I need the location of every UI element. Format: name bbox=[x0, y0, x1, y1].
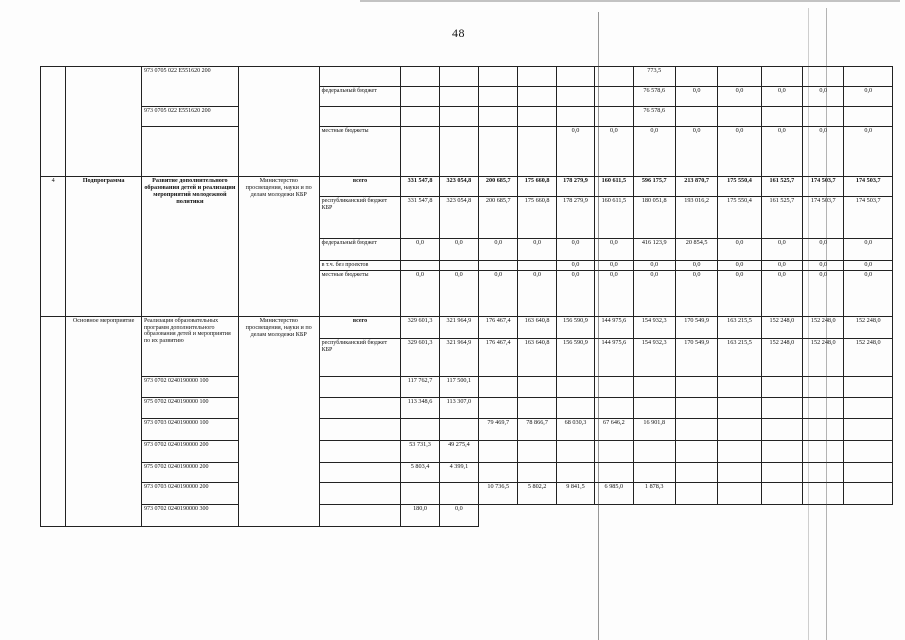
value-cell: 0,0 bbox=[401, 271, 439, 317]
value-cell: 0,0 bbox=[633, 261, 675, 271]
value-cell: 596 175,7 bbox=[633, 177, 675, 197]
value-cell bbox=[675, 419, 717, 441]
value-cell bbox=[518, 67, 556, 87]
value-cell bbox=[633, 505, 675, 527]
value-cell bbox=[844, 67, 893, 87]
table-row bbox=[41, 463, 893, 483]
value-cell: 117 500,1 bbox=[439, 377, 478, 398]
value-cell bbox=[518, 441, 556, 463]
source-cell: местные бюджеты bbox=[319, 271, 401, 317]
value-cell: 152 248,0 bbox=[844, 339, 893, 377]
table-row bbox=[41, 107, 893, 127]
source-cell bbox=[319, 483, 401, 505]
value-cell: 0,0 bbox=[595, 127, 633, 177]
source-cell bbox=[319, 107, 401, 127]
value-cell: 5 802,2 bbox=[518, 483, 556, 505]
value-cell: 152 248,0 bbox=[803, 339, 844, 377]
value-cell: 5 803,4 bbox=[401, 463, 439, 483]
table-row bbox=[41, 67, 893, 87]
scan-fold-line bbox=[826, 8, 827, 640]
value-cell bbox=[556, 107, 594, 127]
value-cell: 174 503,7 bbox=[803, 177, 844, 197]
value-cell: 773,5 bbox=[633, 67, 675, 87]
value-cell bbox=[595, 87, 633, 107]
value-cell bbox=[633, 441, 675, 463]
value-cell: 416 123,9 bbox=[633, 239, 675, 261]
number-cell bbox=[41, 317, 66, 527]
value-cell: 175 660,8 bbox=[518, 197, 556, 239]
value-cell bbox=[718, 483, 761, 505]
code-cell: 973 0705 022 E551620 200 bbox=[141, 67, 238, 107]
code-cell bbox=[141, 127, 238, 177]
value-cell: 193 016,2 bbox=[675, 197, 717, 239]
value-cell bbox=[595, 67, 633, 87]
value-cell: 156 590,9 bbox=[556, 317, 594, 339]
table-row bbox=[41, 127, 893, 177]
number-cell bbox=[41, 67, 66, 177]
value-cell: 170 549,9 bbox=[675, 317, 717, 339]
value-cell bbox=[761, 67, 802, 87]
value-cell: 0,0 bbox=[556, 127, 594, 177]
value-cell bbox=[675, 377, 717, 398]
value-cell bbox=[718, 505, 761, 527]
executor-cell: Министерство просвещения, науки и по делам молодежи КБР bbox=[238, 177, 319, 317]
value-cell bbox=[439, 87, 478, 107]
value-cell: 163 640,8 bbox=[518, 317, 556, 339]
source-cell: всего bbox=[319, 317, 401, 339]
value-cell: 9 841,5 bbox=[556, 483, 594, 505]
value-cell bbox=[844, 377, 893, 398]
type-cell bbox=[66, 67, 142, 177]
value-cell bbox=[675, 398, 717, 419]
value-cell: 161 525,7 bbox=[761, 177, 802, 197]
value-cell: 0,0 bbox=[844, 261, 893, 271]
value-cell: 175 550,4 bbox=[718, 177, 761, 197]
table-row bbox=[41, 419, 893, 441]
source-cell bbox=[319, 67, 401, 87]
value-cell bbox=[633, 377, 675, 398]
value-cell bbox=[844, 107, 893, 127]
value-cell bbox=[595, 398, 633, 419]
value-cell bbox=[479, 398, 518, 419]
value-cell: 0,0 bbox=[479, 239, 518, 261]
value-cell bbox=[479, 107, 518, 127]
value-cell: 329 601,3 bbox=[401, 317, 439, 339]
value-cell: 0,0 bbox=[844, 271, 893, 317]
value-cell: 0,0 bbox=[633, 127, 675, 177]
value-cell bbox=[595, 377, 633, 398]
value-cell bbox=[479, 261, 518, 271]
value-cell bbox=[439, 261, 478, 271]
value-cell: 163 215,5 bbox=[718, 317, 761, 339]
value-cell: 0,0 bbox=[761, 127, 802, 177]
value-cell: 0,0 bbox=[595, 239, 633, 261]
value-cell bbox=[675, 505, 717, 527]
value-cell bbox=[401, 107, 439, 127]
value-cell: 16 901,8 bbox=[633, 419, 675, 441]
value-cell: 331 547,8 bbox=[401, 177, 439, 197]
value-cell bbox=[439, 127, 478, 177]
value-cell: 0,0 bbox=[439, 271, 478, 317]
value-cell: 0,0 bbox=[803, 239, 844, 261]
value-cell: 156 590,9 bbox=[556, 339, 594, 377]
table-row bbox=[41, 505, 893, 527]
value-cell bbox=[675, 67, 717, 87]
value-cell: 6 985,0 bbox=[595, 483, 633, 505]
value-cell: 76 578,6 bbox=[633, 107, 675, 127]
value-cell: 53 731,3 bbox=[401, 441, 439, 463]
value-cell bbox=[718, 441, 761, 463]
value-cell: 0,0 bbox=[803, 87, 844, 107]
value-cell: 0,0 bbox=[439, 505, 478, 527]
value-cell: 0,0 bbox=[633, 271, 675, 317]
value-cell: 0,0 bbox=[556, 239, 594, 261]
scan-fold-line bbox=[598, 12, 599, 640]
value-cell: 176 467,4 bbox=[479, 339, 518, 377]
value-cell bbox=[844, 505, 893, 527]
source-cell: всего bbox=[319, 177, 401, 197]
source-cell bbox=[319, 441, 401, 463]
executor-cell: Министерство просвещения, науки и по делам молодежи КБР bbox=[238, 317, 319, 527]
value-cell bbox=[439, 419, 478, 441]
value-cell bbox=[844, 483, 893, 505]
value-cell: 0,0 bbox=[718, 239, 761, 261]
value-cell bbox=[556, 398, 594, 419]
value-cell: 0,0 bbox=[556, 271, 594, 317]
code-cell: 973 0702 0240190000 300 bbox=[141, 505, 238, 527]
value-cell: 321 964,9 bbox=[439, 339, 478, 377]
value-cell: 180 051,8 bbox=[633, 197, 675, 239]
code-cell: 973 0703 0240190000 100 bbox=[141, 419, 238, 441]
value-cell: 152 248,0 bbox=[761, 339, 802, 377]
code-cell: 973 0703 0240190000 200 bbox=[141, 483, 238, 505]
value-cell bbox=[518, 261, 556, 271]
value-cell bbox=[675, 107, 717, 127]
source-cell: республиканский бюджет КБР bbox=[319, 197, 401, 239]
value-cell bbox=[401, 261, 439, 271]
value-cell bbox=[595, 505, 633, 527]
value-cell: 161 525,7 bbox=[761, 197, 802, 239]
value-cell bbox=[844, 398, 893, 419]
value-cell bbox=[718, 463, 761, 483]
value-cell: 174 503,7 bbox=[844, 177, 893, 197]
value-cell bbox=[761, 463, 802, 483]
value-cell bbox=[556, 87, 594, 107]
value-cell bbox=[439, 107, 478, 127]
value-cell bbox=[675, 441, 717, 463]
source-cell bbox=[319, 377, 401, 398]
value-cell: 152 248,0 bbox=[844, 317, 893, 339]
value-cell: 0,0 bbox=[401, 239, 439, 261]
source-cell bbox=[319, 505, 401, 527]
value-cell bbox=[479, 377, 518, 398]
value-cell: 144 975,6 bbox=[595, 317, 633, 339]
value-cell: 4 399,1 bbox=[439, 463, 478, 483]
value-cell bbox=[518, 127, 556, 177]
value-cell bbox=[844, 463, 893, 483]
value-cell: 0,0 bbox=[803, 127, 844, 177]
value-cell bbox=[401, 67, 439, 87]
source-cell bbox=[319, 463, 401, 483]
value-cell: 49 275,4 bbox=[439, 441, 478, 463]
source-cell bbox=[319, 398, 401, 419]
value-cell bbox=[518, 87, 556, 107]
value-cell: 0,0 bbox=[761, 271, 802, 317]
value-cell: 331 547,8 bbox=[401, 197, 439, 239]
type-cell: Подпрограмма bbox=[66, 177, 142, 317]
value-cell bbox=[844, 441, 893, 463]
value-cell: 163 640,8 bbox=[518, 339, 556, 377]
value-cell bbox=[518, 398, 556, 419]
value-cell: 163 215,5 bbox=[718, 339, 761, 377]
table-row bbox=[41, 441, 893, 463]
table-row bbox=[41, 377, 893, 398]
value-cell: 0,0 bbox=[844, 239, 893, 261]
value-cell bbox=[556, 463, 594, 483]
value-cell: 152 248,0 bbox=[803, 317, 844, 339]
value-cell: 154 932,3 bbox=[633, 317, 675, 339]
code-cell: 975 0702 0240190000 200 bbox=[141, 463, 238, 483]
value-cell: 213 870,7 bbox=[675, 177, 717, 197]
value-cell bbox=[518, 505, 556, 527]
value-cell bbox=[439, 483, 478, 505]
value-cell bbox=[556, 377, 594, 398]
value-cell bbox=[479, 87, 518, 107]
value-cell bbox=[595, 441, 633, 463]
value-cell: 0,0 bbox=[718, 87, 761, 107]
value-cell: 0,0 bbox=[675, 127, 717, 177]
value-cell: 0,0 bbox=[675, 261, 717, 271]
value-cell: 0,0 bbox=[761, 239, 802, 261]
value-cell: 0,0 bbox=[718, 261, 761, 271]
source-cell: федеральный бюджет bbox=[319, 87, 401, 107]
source-cell: федеральный бюджет bbox=[319, 239, 401, 261]
value-cell bbox=[633, 463, 675, 483]
value-cell bbox=[556, 505, 594, 527]
program-name-cell: Развитие дополнительного образования детей и реализации мероприятий молодежной политики bbox=[141, 177, 238, 317]
value-cell bbox=[844, 419, 893, 441]
value-cell bbox=[761, 377, 802, 398]
value-cell: 174 503,7 bbox=[844, 197, 893, 239]
value-cell bbox=[401, 483, 439, 505]
value-cell: 76 578,6 bbox=[633, 87, 675, 107]
value-cell bbox=[761, 419, 802, 441]
value-cell bbox=[718, 107, 761, 127]
value-cell bbox=[675, 483, 717, 505]
source-cell bbox=[319, 419, 401, 441]
code-cell: 973 0702 0240190000 200 bbox=[141, 441, 238, 463]
value-cell bbox=[401, 127, 439, 177]
value-cell: 1 878,3 bbox=[633, 483, 675, 505]
code-cell: 975 0702 0240190000 100 bbox=[141, 398, 238, 419]
value-cell bbox=[595, 463, 633, 483]
number-cell: 4 bbox=[41, 177, 66, 317]
value-cell bbox=[518, 107, 556, 127]
value-cell: 117 762,7 bbox=[401, 377, 439, 398]
value-cell: 0,0 bbox=[803, 261, 844, 271]
scan-fold-line bbox=[808, 8, 809, 640]
value-cell: 154 932,3 bbox=[633, 339, 675, 377]
value-cell: 113 307,0 bbox=[439, 398, 478, 419]
value-cell: 67 646,2 bbox=[595, 419, 633, 441]
value-cell: 200 685,7 bbox=[479, 177, 518, 197]
value-cell: 0,0 bbox=[761, 87, 802, 107]
value-cell bbox=[761, 107, 802, 127]
table-row bbox=[41, 483, 893, 505]
value-cell: 0,0 bbox=[556, 261, 594, 271]
value-cell: 152 248,0 bbox=[761, 317, 802, 339]
value-cell: 170 549,9 bbox=[675, 339, 717, 377]
value-cell: 160 611,5 bbox=[595, 177, 633, 197]
page-number: 48 bbox=[452, 26, 465, 40]
value-cell bbox=[761, 505, 802, 527]
value-cell bbox=[595, 107, 633, 127]
source-cell: местные бюджеты bbox=[319, 127, 401, 177]
value-cell: 0,0 bbox=[595, 261, 633, 271]
value-cell bbox=[718, 377, 761, 398]
value-cell: 0,0 bbox=[595, 271, 633, 317]
value-cell bbox=[761, 483, 802, 505]
value-cell bbox=[479, 67, 518, 87]
value-cell: 0,0 bbox=[844, 127, 893, 177]
value-cell bbox=[718, 67, 761, 87]
value-cell bbox=[556, 441, 594, 463]
value-cell: 175 660,8 bbox=[518, 177, 556, 197]
value-cell: 79 469,7 bbox=[479, 419, 518, 441]
table-row bbox=[41, 177, 893, 197]
value-cell bbox=[718, 419, 761, 441]
value-cell: 0,0 bbox=[675, 271, 717, 317]
value-cell bbox=[761, 441, 802, 463]
value-cell: 323 054,8 bbox=[439, 197, 478, 239]
value-cell: 0,0 bbox=[518, 239, 556, 261]
value-cell bbox=[518, 463, 556, 483]
value-cell: 321 964,9 bbox=[439, 317, 478, 339]
value-cell bbox=[479, 463, 518, 483]
value-cell: 180,0 bbox=[401, 505, 439, 527]
value-cell: 78 866,7 bbox=[518, 419, 556, 441]
value-cell bbox=[633, 398, 675, 419]
value-cell: 0,0 bbox=[844, 87, 893, 107]
value-cell: 329 601,3 bbox=[401, 339, 439, 377]
value-cell bbox=[479, 441, 518, 463]
code-cell: 973 0705 022 E551620 200 bbox=[141, 107, 238, 127]
value-cell bbox=[718, 398, 761, 419]
value-cell: 176 467,4 bbox=[479, 317, 518, 339]
value-cell bbox=[761, 398, 802, 419]
value-cell: 0,0 bbox=[439, 239, 478, 261]
value-cell: 0,0 bbox=[761, 261, 802, 271]
value-cell: 160 611,5 bbox=[595, 197, 633, 239]
value-cell: 144 975,6 bbox=[595, 339, 633, 377]
value-cell: 0,0 bbox=[803, 271, 844, 317]
value-cell bbox=[518, 377, 556, 398]
value-cell: 178 279,9 bbox=[556, 197, 594, 239]
value-cell: 0,0 bbox=[675, 87, 717, 107]
value-cell: 0,0 bbox=[518, 271, 556, 317]
value-cell: 0,0 bbox=[479, 271, 518, 317]
value-cell: 323 054,8 bbox=[439, 177, 478, 197]
value-cell bbox=[556, 67, 594, 87]
value-cell: 113 348,6 bbox=[401, 398, 439, 419]
type-cell: Основное мероприятие bbox=[66, 317, 142, 527]
table-row bbox=[41, 398, 893, 419]
budget-table bbox=[40, 66, 893, 527]
value-cell: 175 550,4 bbox=[718, 197, 761, 239]
value-cell bbox=[479, 127, 518, 177]
source-cell: в т.ч. без проектов bbox=[319, 261, 401, 271]
value-cell: 178 279,9 bbox=[556, 177, 594, 197]
code-cell: 973 0702 0240190000 100 bbox=[141, 377, 238, 398]
value-cell: 0,0 bbox=[718, 271, 761, 317]
event-name-cell: Реализация образовательных программ дополнительного образования детей и мероприятия по их развитию bbox=[141, 317, 238, 377]
value-cell: 68 030,3 bbox=[556, 419, 594, 441]
value-cell: 10 736,5 bbox=[479, 483, 518, 505]
value-cell: 0,0 bbox=[718, 127, 761, 177]
value-cell bbox=[439, 67, 478, 87]
value-cell: 200 685,7 bbox=[479, 197, 518, 239]
table-row bbox=[41, 317, 893, 339]
value-cell bbox=[675, 463, 717, 483]
executor-cell bbox=[238, 67, 319, 177]
scan-edge-line bbox=[360, 0, 900, 2]
value-cell: 20 854,5 bbox=[675, 239, 717, 261]
value-cell bbox=[479, 505, 518, 527]
value-cell bbox=[401, 419, 439, 441]
value-cell bbox=[401, 87, 439, 107]
source-cell: республиканский бюджет КБР bbox=[319, 339, 401, 377]
value-cell: 174 503,7 bbox=[803, 197, 844, 239]
